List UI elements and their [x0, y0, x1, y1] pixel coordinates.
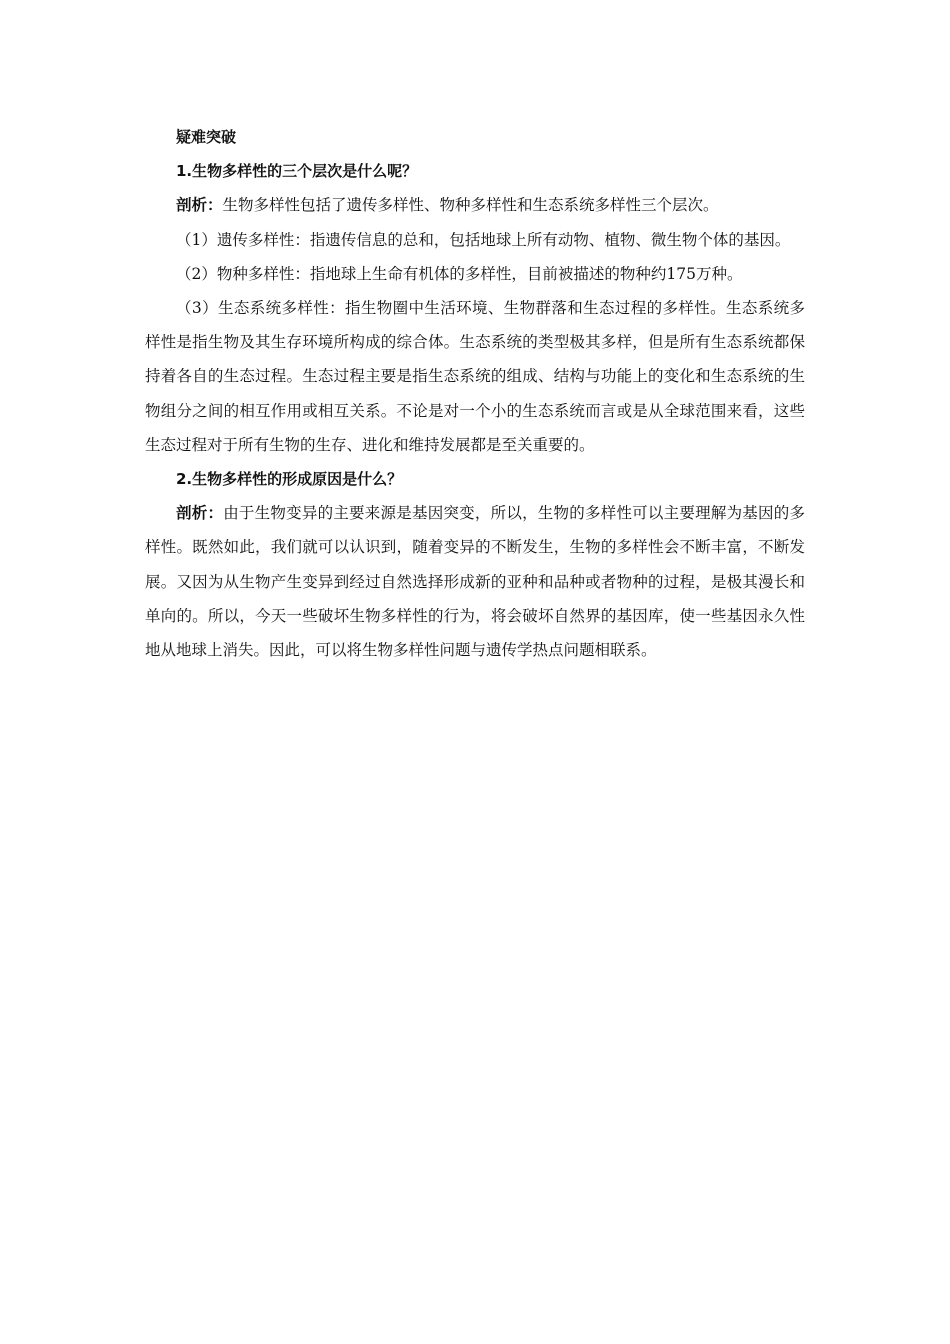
item-genetic-diversity: （1）遗传多样性：指遗传信息的总和，包括地球上所有动物、植物、微生物个体的基因。 — [176, 230, 791, 249]
analysis-1-text: 生物多样性包括了遗传多样性、物种多样性和生态系统多样性三个层次。 — [222, 196, 719, 215]
analysis-1 — [145, 188, 805, 222]
item-ecosystem-diversity: （3）生态系统多样性：指生物圈中生活环境、生物群落和生态过程的多样性。生态系统多样性是指生物及其生存环境所构成的综合体。生态系统的类型极其多样，但是所有生态系统都保持着各自的生态过程。生态过程主要是指生态系统的组成、结构与功能上的变化和生态系统的生物组分之间的相互作用或相互关系。不论是对一个小的生态系统而言或是从全球范围来看，这些生态过程对于所有生物的生存、进化和维持发展都是至关重要的。 — [145, 299, 805, 454]
analysis-1-label: 剖析： — [176, 196, 223, 215]
question-1: 1.生物多样性的三个层次是什么呢？ — [176, 162, 418, 181]
analysis-2-text: 由于生物变异的主要来源是基因突变，所以，生物的多样性可以主要理解为基因的多样性。既然如此，我们就可以认识到，随着变异的不断发生，生物的多样性会不断丰富，不断发展。又因为从生物产生变异到经过自然选择形成新的亚种和品种或者物种的过程，是极其漫长和单向的。所以，今天一些破坏生物多样性的行为，将会破坏自然界的基因库，使一些基因永久性地从地球上消失。因此，可以将生物多样性问题与遗传学热点问题相联系。 — [145, 504, 805, 660]
analysis-2 — [145, 496, 805, 667]
question-2: 2.生物多样性的形成原因是什么？ — [176, 470, 403, 489]
section-title: 疑难突破 — [176, 128, 237, 146]
document-page — [145, 120, 805, 667]
item-species-diversity: （2）物种多样性：指地球上生命有机体的多样性，目前被描述的物种约175万种。 — [176, 264, 743, 283]
analysis-2-label: 剖析： — [176, 504, 224, 523]
